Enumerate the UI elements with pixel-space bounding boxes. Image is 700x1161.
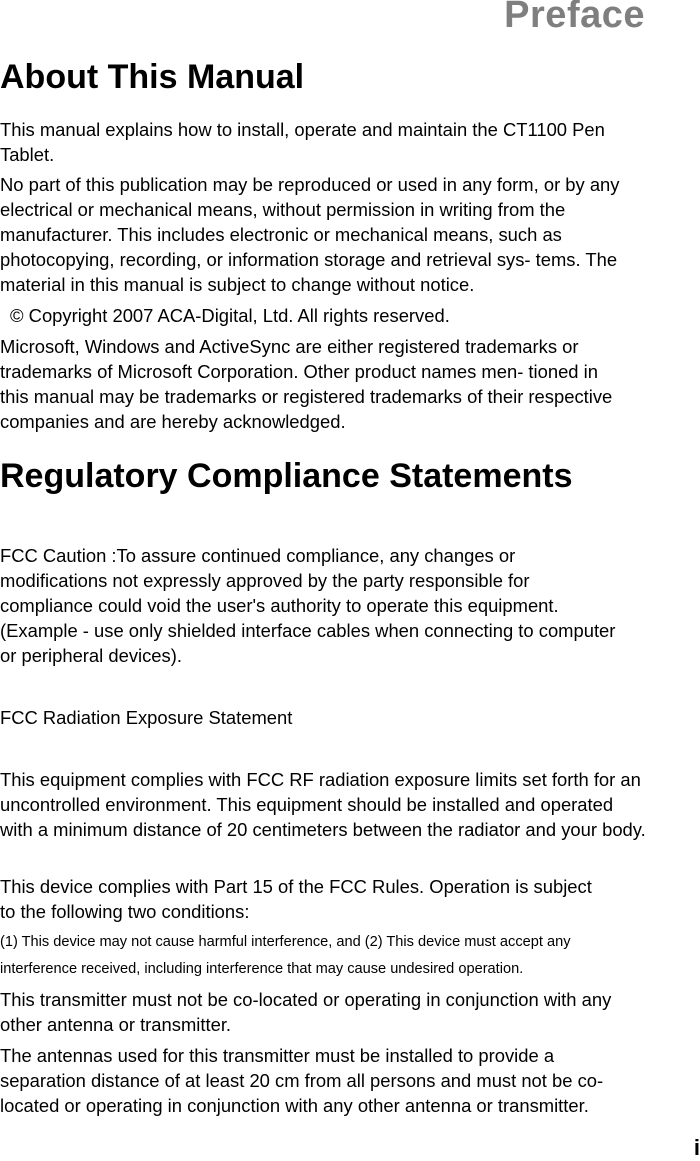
transmitter-paragraph: This transmitter must not be co-located or operating in conjunction with any other antenna or transmitter.: [0, 989, 612, 1035]
antennas-paragraph: The antennas used for this transmitter must be installed to provide a separation distance of at least 20 cm from all persons and must not be co-located or operating in conjunction with any other antenna or transmitter.: [0, 1045, 604, 1116]
trademark-paragraph: Microsoft, Windows and ActiveSync are either registered trademarks or trademarks of Microsoft Corporation. Other product names men- tioned in this manual may be trademarks or registered trademarks of their respective companies and are hereby acknowledged.: [0, 336, 613, 432]
copyright-notice: © Copyright 2007 ACA-Digital, Ltd. All rights reserved.: [10, 305, 450, 326]
regulatory-heading: Regulatory Compliance Statements: [0, 457, 573, 495]
fcc-radiation-title: FCC Radiation Exposure Statement: [0, 707, 293, 728]
fcc-caution-paragraph: FCC Caution :To assure continued compliance, any changes or modifications not expressly approved by the party responsible for compliance could void the user's authority to operate this equipment. (Example - use only shielded interface cables when connecting to computer or peripheral devices).: [0, 545, 616, 666]
conditions-paragraph: (1) This device may not cause harmful interference, and (2) This device must accept any interference received, including interference that may cause undesired operation.: [0, 934, 571, 977]
page-header-title: Preface: [504, 0, 645, 36]
about-paragraph-2: No part of this publication may be reproduced or used in any form, or by any electrical or mechanical means, without permission in writing from the manufacturer. This includes electronic or mechanical means, such as photocopying, recording, or information storage and retrieval sys- tems. The material in this manual is subject to change without notice.: [0, 174, 620, 295]
part15-paragraph: This device complies with Part 15 of the FCC Rules. Operation is subject to the following two conditions:: [0, 876, 592, 922]
page-number: i: [693, 1135, 700, 1160]
about-paragraph-1: This manual explains how to install, operate and maintain the CT1100 Pen Tablet.: [0, 119, 605, 165]
about-heading: About This Manual: [0, 58, 305, 96]
radiation-paragraph: This equipment complies with FCC RF radiation exposure limits set forth for an uncontrolled environment. This equipment should be installed and operated with a minimum distance of 20 centimeters between the radiator and your body.: [0, 769, 646, 840]
